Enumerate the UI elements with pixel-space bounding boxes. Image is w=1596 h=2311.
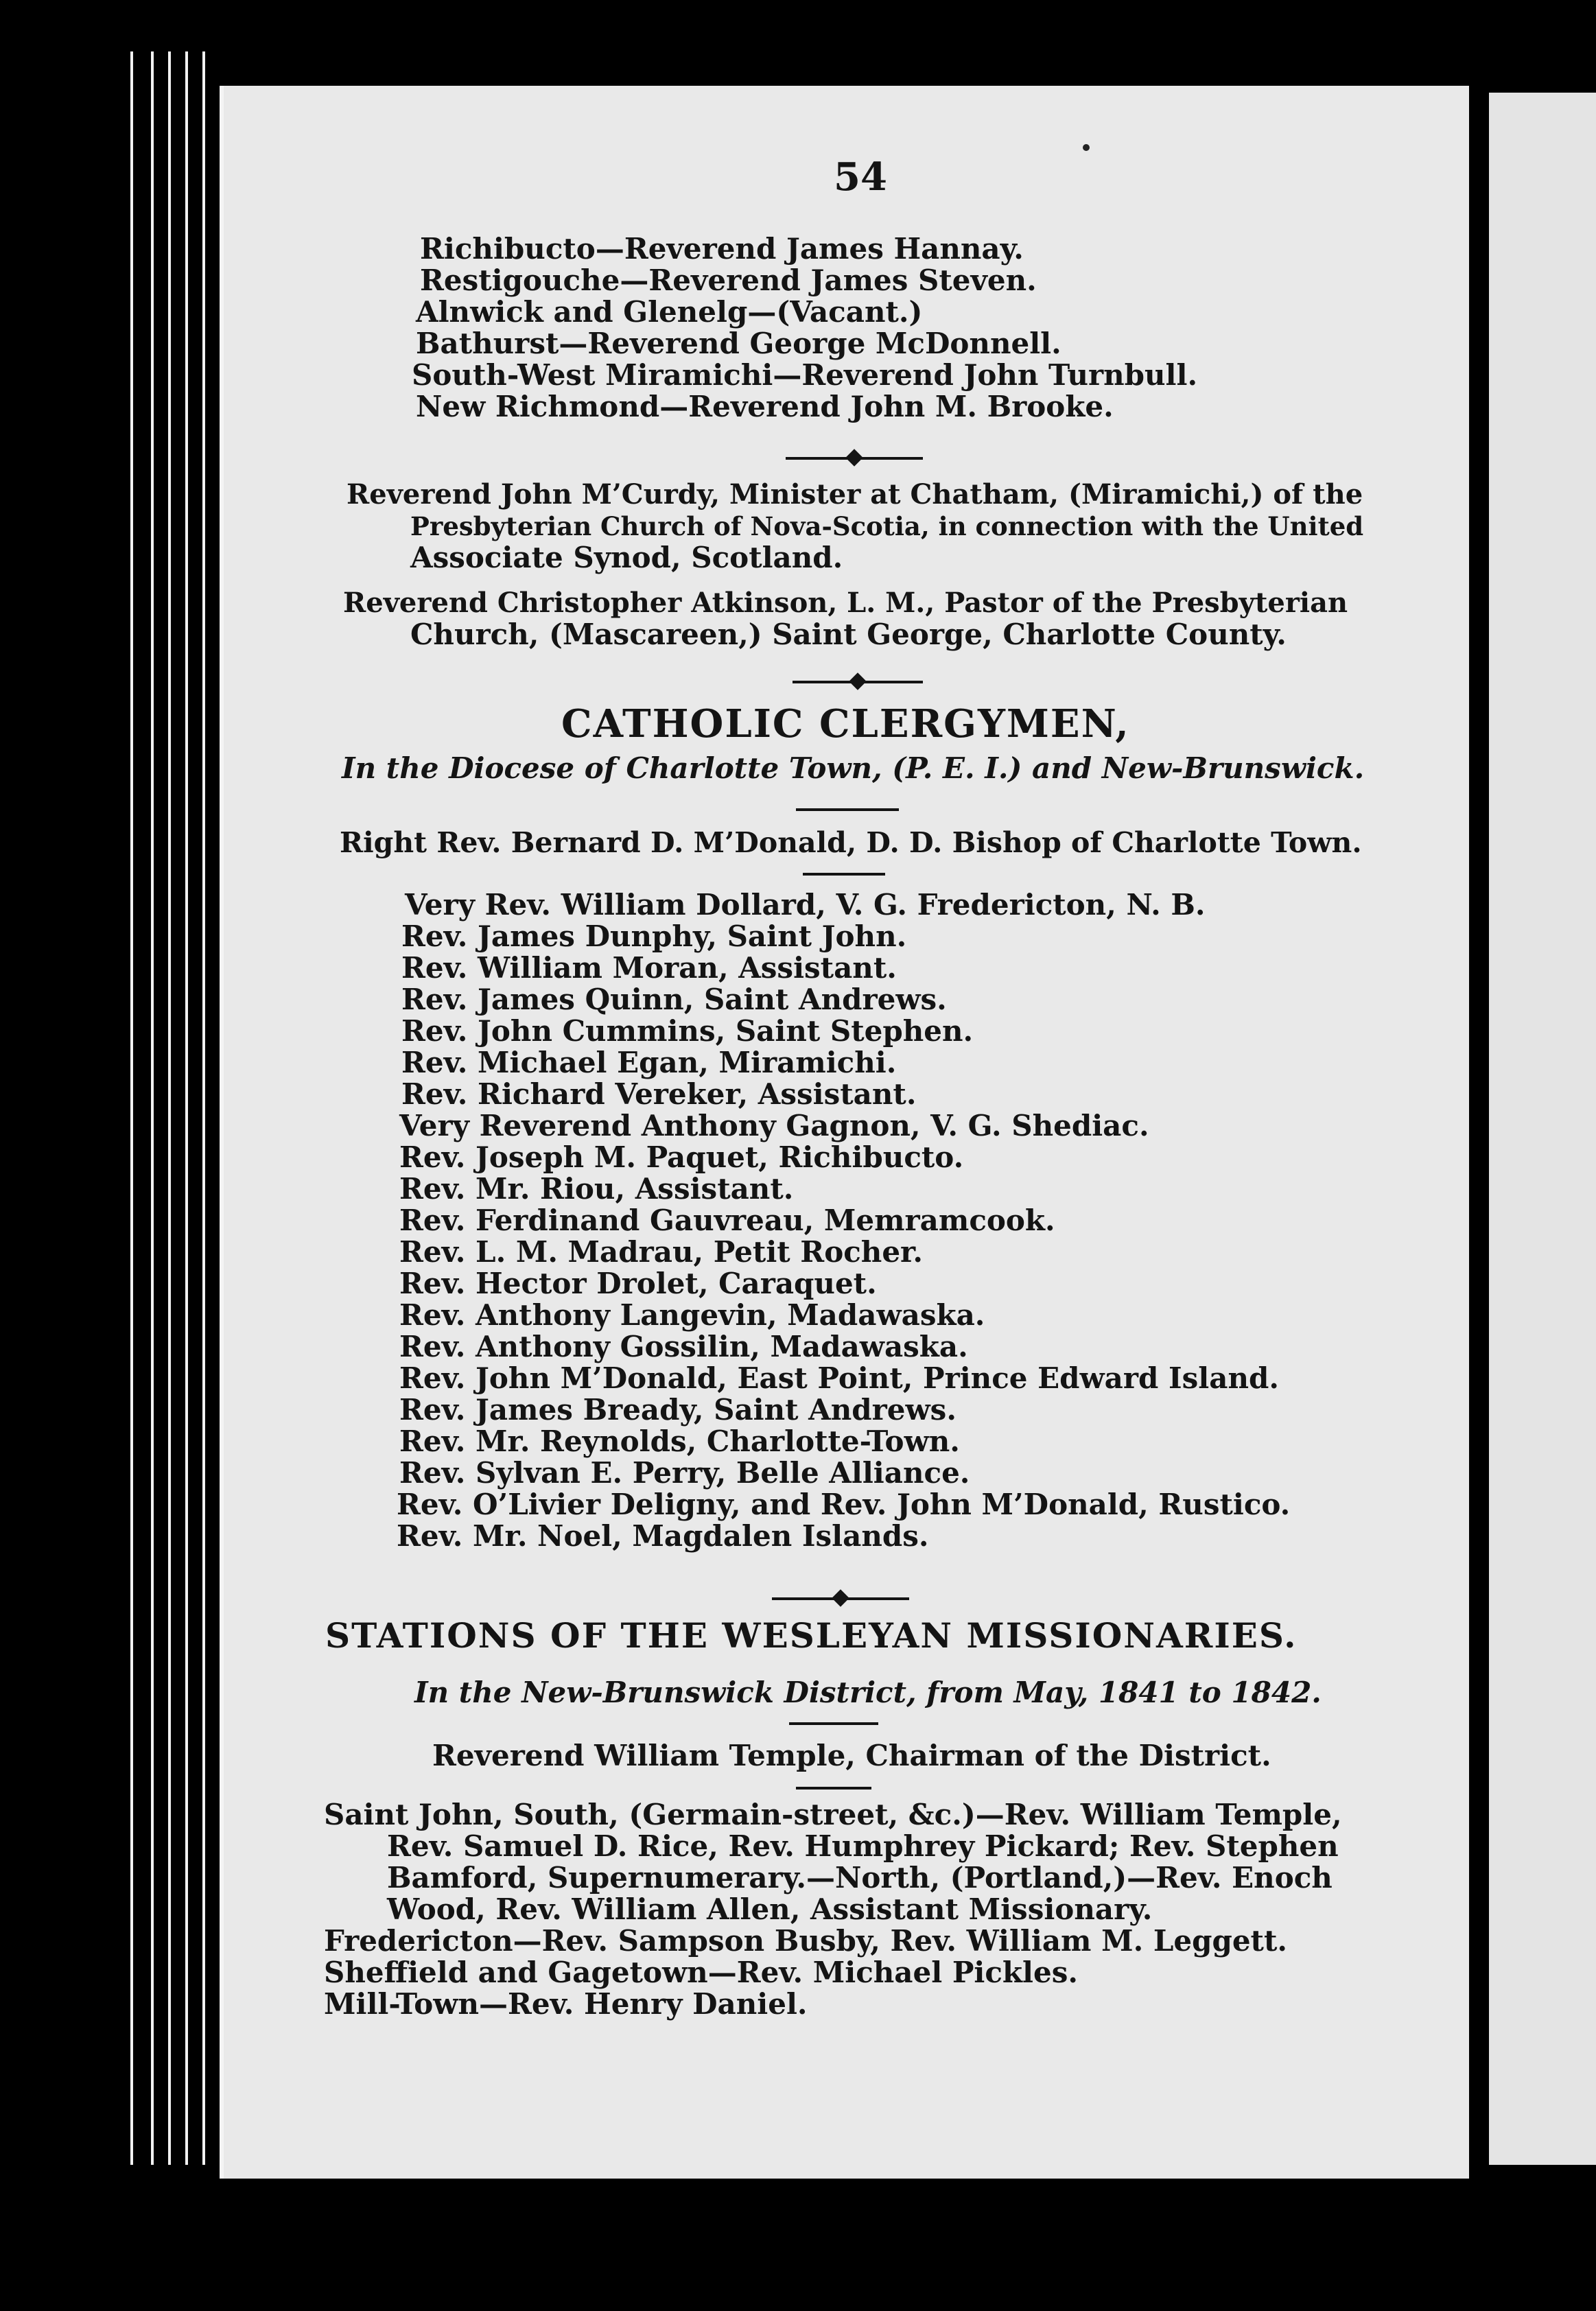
short-rule — [803, 873, 885, 876]
list-item: Rev. William Moran, Assistant. — [401, 951, 897, 985]
ink-dot — [1083, 144, 1090, 151]
list-item: Very Reverend Anthony Gagnon, V. G. Shediac. — [399, 1109, 1149, 1142]
ornament-divider — [772, 1591, 909, 1607]
ornament-divider — [793, 674, 923, 690]
list-item: Rev. Mr. Noel, Magdalen Islands. — [397, 1519, 929, 1553]
list-item: Rev. Michael Egan, Miramichi. — [401, 1046, 897, 1079]
station-line: Fredericton—Rev. Sampson Busby, Rev. William M. Leggett. — [324, 1924, 1287, 1958]
list-item: Bathurst—Reverend George McDonnell. — [416, 327, 1061, 360]
list-item: Alnwick and Glenelg—(Vacant.) — [416, 295, 923, 329]
page-number: 54 — [834, 154, 887, 200]
short-rule — [796, 1787, 871, 1790]
paragraph-line: Reverend John M’Curdy, Minister at Chatham, (Miramichi,) of the — [347, 478, 1363, 511]
list-item: Rev. Sylvan E. Perry, Belle Alliance. — [399, 1456, 970, 1490]
station-line: Wood, Rev. William Allen, Assistant Missionary. — [387, 1892, 1153, 1926]
bishop-line: Right Rev. Bernard D. M’Donald, D. D. Bishop of Charlotte Town. — [340, 826, 1362, 859]
list-item: South-West Miramichi—Reverend John Turnbull. — [412, 358, 1198, 392]
paragraph-line: Church, (Mascareen,) Saint George, Charlotte County. — [410, 618, 1287, 651]
paragraph-line: Reverend Christopher Atkinson, L. M., Pastor of the Presbyterian — [343, 587, 1348, 619]
list-item: Rev. Mr. Reynolds, Charlotte-Town. — [399, 1424, 960, 1458]
list-item: Rev. Anthony Langevin, Madawaska. — [399, 1298, 985, 1332]
paragraph-line: Presbyterian Church of Nova-Scotia, in connection with the United — [410, 511, 1364, 541]
list-item: Rev. John M’Donald, East Point, Prince Edward Island. — [399, 1361, 1279, 1395]
facing-page-edge — [1489, 93, 1596, 2165]
list-item: Rev. James Bready, Saint Andrews. — [399, 1393, 957, 1427]
list-item: Rev. James Dunphy, Saint John. — [401, 919, 907, 953]
section-heading: CATHOLIC CLERGYMEN, — [561, 701, 1130, 747]
station-line: Saint John, South, (Germain-street, &c.)—Rev. William Temple, — [324, 1798, 1342, 1831]
chairman-line: Reverend William Temple, Chairman of the District. — [432, 1739, 1271, 1772]
list-item: Very Rev. William Dollard, V. G. Fredericton, N. B. — [405, 888, 1206, 922]
section-heading: STATIONS OF THE WESLEYAN MISSIONARIES. — [325, 1615, 1298, 1656]
list-item: Rev. Joseph M. Paquet, Richibucto. — [399, 1140, 964, 1174]
list-item: Rev. Richard Vereker, Assistant. — [401, 1077, 917, 1111]
section-subheading: In the New-Brunswick District, from May, 1841 to 1842. — [414, 1676, 1322, 1709]
station-line: Bamford, Supernumerary.—North, (Portland,)—Rev. Enoch — [387, 1861, 1333, 1894]
list-item: Rev. John Cummins, Saint Stephen. — [401, 1014, 974, 1048]
list-item: Rev. James Quinn, Saint Andrews. — [401, 983, 947, 1016]
paragraph-line: Associate Synod, Scotland. — [410, 541, 843, 574]
short-rule — [789, 1722, 878, 1725]
list-item: Rev. Hector Drolet, Caraquet. — [399, 1267, 877, 1300]
list-item: Rev. O’Livier Deligny, and Rev. John M’Donald, Rustico. — [397, 1488, 1291, 1521]
ornament-divider — [786, 450, 923, 467]
short-rule — [796, 808, 899, 811]
list-item: Restigouche—Reverend James Steven. — [420, 263, 1037, 297]
list-item: Rev. Anthony Gossilin, Madawaska. — [399, 1330, 968, 1363]
list-item: Rev. L. M. Madrau, Petit Rocher. — [399, 1235, 923, 1269]
list-item: Rev. Mr. Riou, Assistant. — [399, 1172, 794, 1206]
list-item: Richibucto—Reverend James Hannay. — [420, 232, 1024, 266]
list-item: Rev. Ferdinand Gauvreau, Memramcook. — [399, 1204, 1055, 1237]
station-line: Sheffield and Gagetown—Rev. Michael Pickles. — [324, 1956, 1078, 1989]
section-subheading: In the Diocese of Charlotte Town, (P. E. I.) and New-Brunswick. — [342, 751, 1365, 785]
book-page-edges — [103, 51, 226, 2165]
station-line: Rev. Samuel D. Rice, Rev. Humphrey Pickard; Rev. Stephen — [387, 1829, 1339, 1863]
list-item: New Richmond—Reverend John M. Brooke. — [416, 390, 1114, 423]
station-line: Mill-Town—Rev. Henry Daniel. — [324, 1987, 808, 2021]
